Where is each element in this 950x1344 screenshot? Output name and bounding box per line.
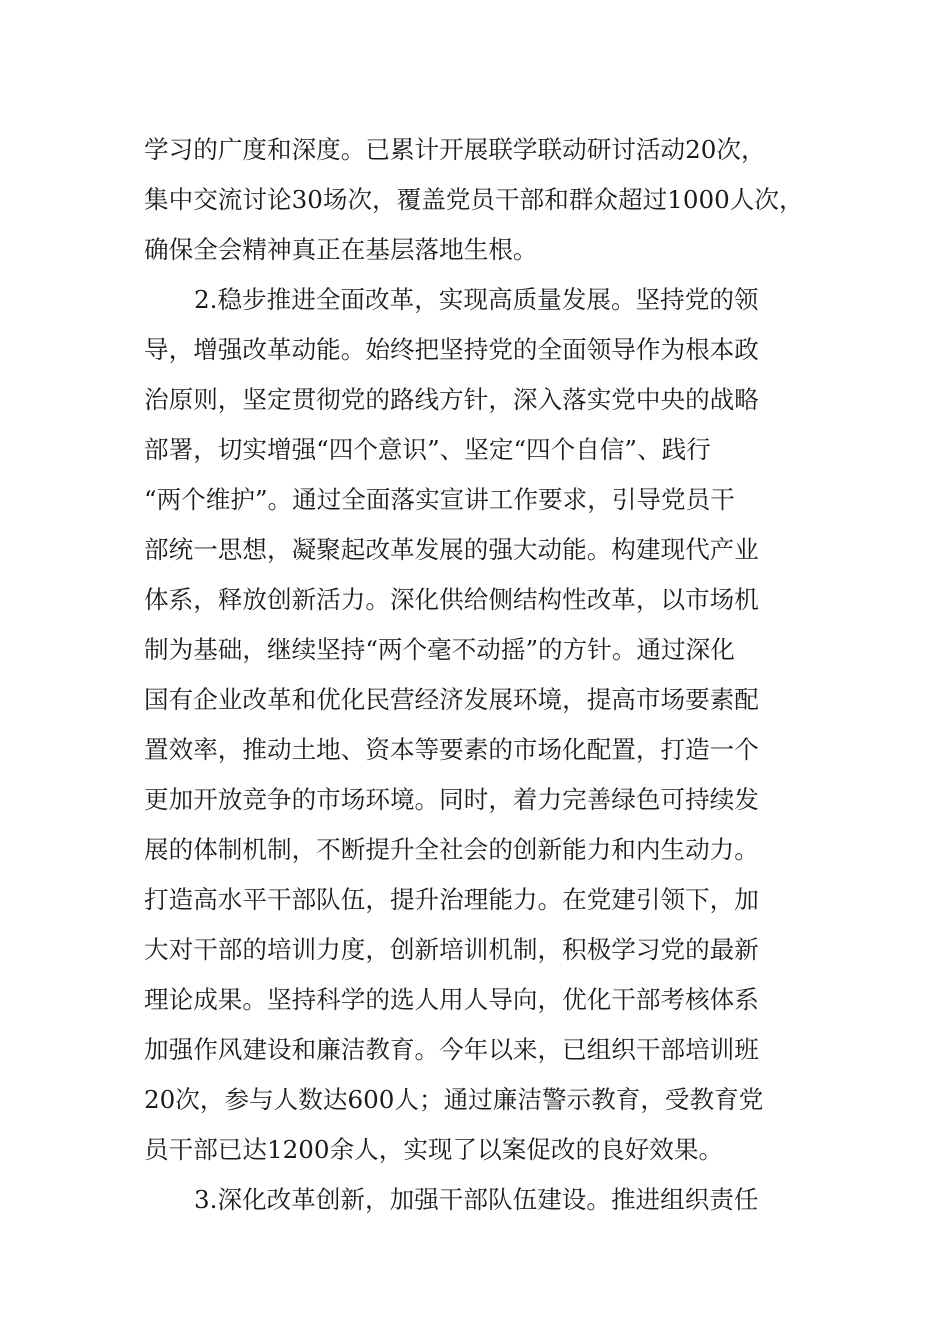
text-line xyxy=(0,180,950,220)
text-line-content: 理论成果。坚持科学的选人用人导向，优化干部考核体系 xyxy=(144,985,759,1014)
text-line xyxy=(0,530,950,570)
text-line xyxy=(0,880,950,920)
text-line xyxy=(0,1080,950,1120)
section-heading-line xyxy=(0,280,950,320)
text-line xyxy=(0,1030,950,1070)
text-line-content: 大对干部的培训力度，创新培训机制，积极学习党的最新 xyxy=(144,935,759,964)
text-line xyxy=(0,230,950,270)
text-line xyxy=(0,1130,950,1170)
section-heading-line xyxy=(0,1180,950,1220)
text-line xyxy=(0,580,950,620)
text-line-content: 部统一思想，凝聚起改革发展的强大动能。构建现代产业 xyxy=(144,535,759,564)
text-line-content: 国有企业改革和优化民营经济发展环境，提高市场要素配 xyxy=(144,685,759,714)
text-line-content: 治原则，坚定贯彻党的路线方针，深入落实党中央的战略 xyxy=(144,385,759,414)
text-line-content: 20次，参与人数达600人；通过廉洁警示教育，受教育党 xyxy=(144,1085,764,1114)
text-line-content: 置效率，推动土地、资本等要素的市场化配置，打造一个 xyxy=(144,735,759,764)
text-line-content: “两个维护”。通过全面落实宣讲工作要求，引导党员干 xyxy=(144,485,735,514)
text-line xyxy=(0,330,950,370)
text-line-content: 加强作风建设和廉洁教育。今年以来，已组织干部培训班 xyxy=(144,1035,759,1064)
text-line xyxy=(0,730,950,770)
text-line xyxy=(0,480,950,520)
text-line-content: 确保全会精神真正在基层落地生根。 xyxy=(144,235,538,264)
text-line-content: 2.稳步推进全面改革，实现高质量发展。坚持党的领 xyxy=(194,285,759,314)
text-line xyxy=(0,830,950,870)
text-line-content: 导，增强改革动能。始终把坚持党的全面领导作为根本政 xyxy=(144,335,759,364)
text-line-content: 集中交流讨论30场次，覆盖党员干部和群众超过1000人次， xyxy=(144,185,804,214)
text-line-content: 展的体制机制，不断提升全社会的创新能力和内生动力。 xyxy=(144,835,759,864)
text-line-content: 制为基础，继续坚持“两个毫不动摇”的方针。通过深化 xyxy=(144,635,735,664)
text-line-content: 体系，释放创新活力。深化供给侧结构性改革，以市场机 xyxy=(144,585,759,614)
text-line-content: 打造高水平干部队伍，提升治理能力。在党建引领下，加 xyxy=(144,885,759,914)
text-line xyxy=(0,130,950,170)
text-line-content: 更加开放竞争的市场环境。同时，着力完善绿色可持续发 xyxy=(144,785,759,814)
text-line xyxy=(0,630,950,670)
text-line xyxy=(0,980,950,1020)
text-line-content: 员干部已达1200余人，实现了以案促改的良好效果。 xyxy=(144,1135,724,1164)
text-line xyxy=(0,930,950,970)
text-line-content: 3.深化改革创新，加强干部队伍建设。推进组织责任 xyxy=(194,1185,759,1214)
text-line xyxy=(0,780,950,820)
text-line xyxy=(0,430,950,470)
text-line-content: 部署，切实增强“四个意识”、坚定“四个自信”、践行 xyxy=(144,435,711,464)
text-line xyxy=(0,680,950,720)
text-line-content: 学习的广度和深度。已累计开展联学联动研讨活动20次， xyxy=(144,135,766,164)
text-line xyxy=(0,380,950,420)
